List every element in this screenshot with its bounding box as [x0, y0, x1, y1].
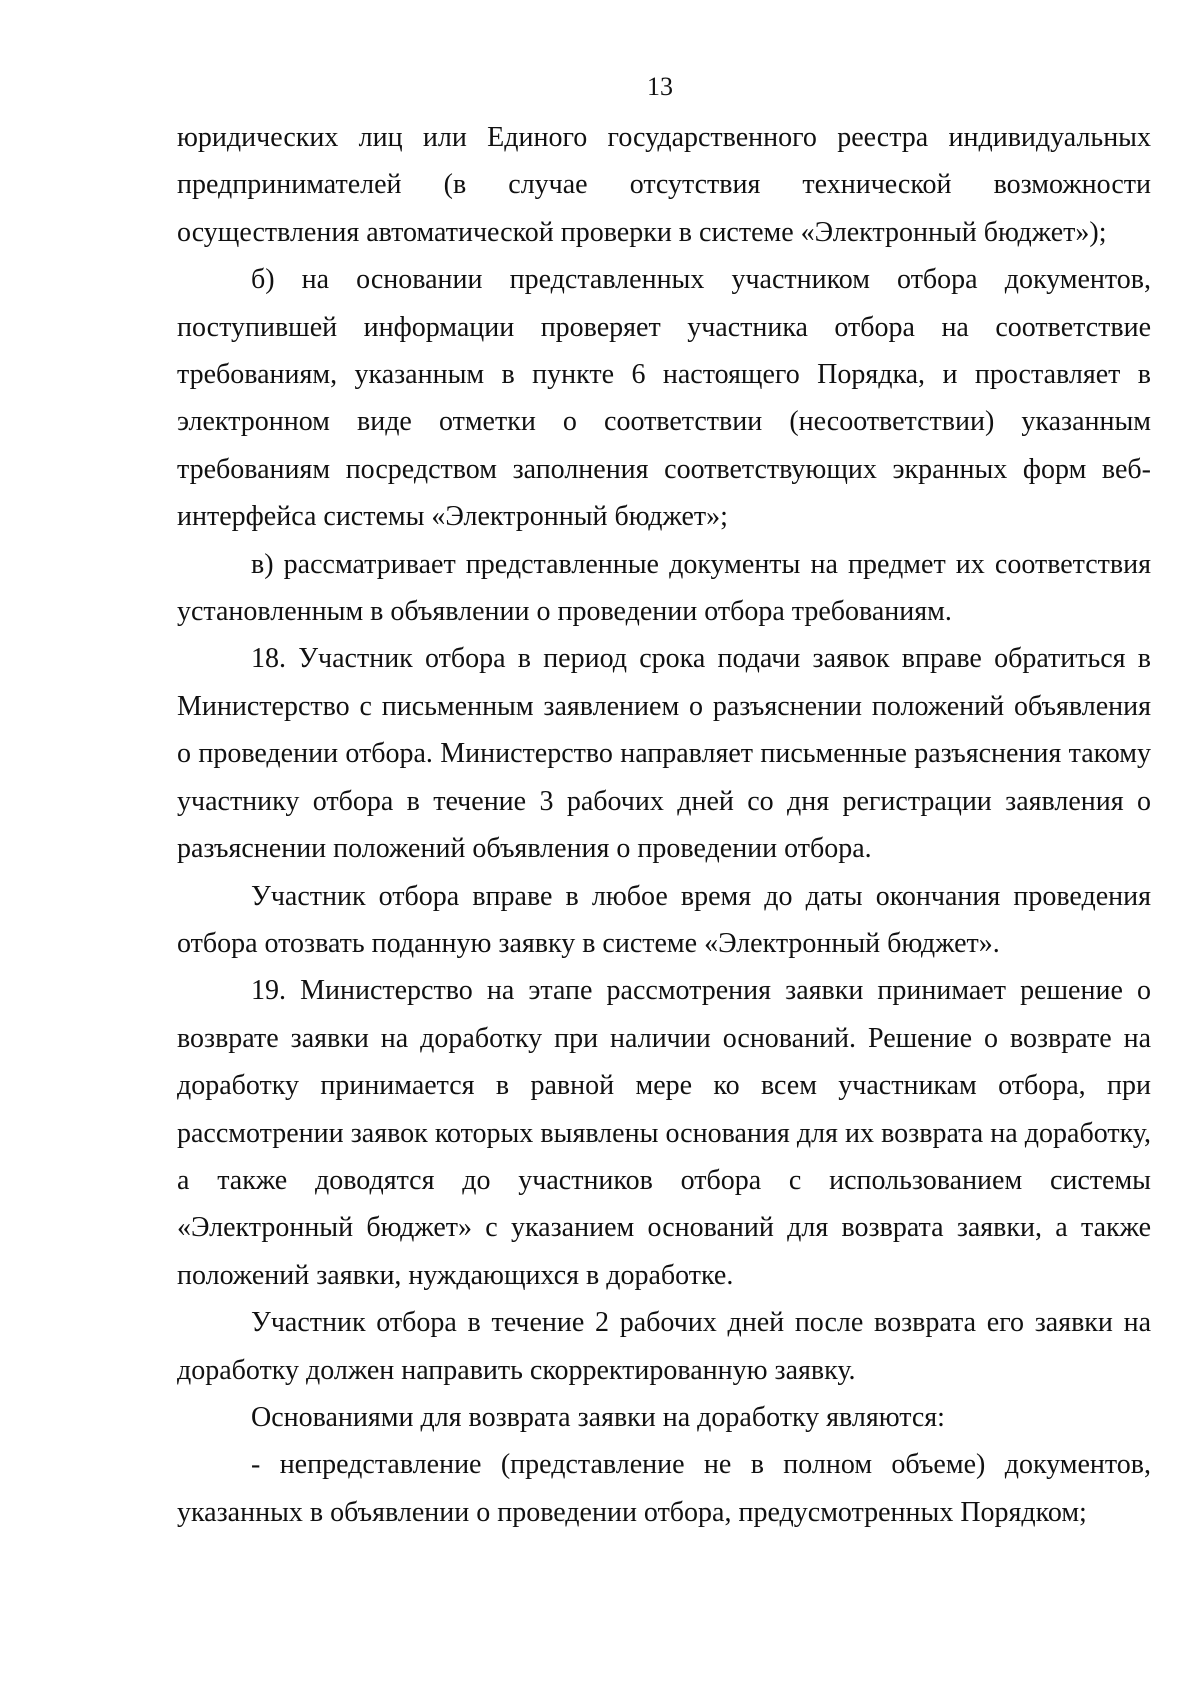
paragraph-withdraw: Участник отбора вправе в любое время до даты окончания проведения отбора отозвать поданную заявку в системе «Электронный бюджет». [177, 880, 1151, 959]
paragraph-18: 18. Участник отбора в период срока подачи заявок вправе обратиться в Министерство с письменным заявлением о разъяснении положений объявления о проведении отбора. Министерство направляет письменные разъяснения такому участнику отбора в течение 3 рабочих дней со дня регистрации заявления о разъяснении положений объявления о проведении отбора. [177, 643, 1151, 865]
paragraph-ground-item: - непредставление (представление не в полном объеме) документов, указанных в объявлении о проведении отбора, предусмотренных Порядком; [177, 1449, 1151, 1528]
paragraph-item-v: в) рассматривает представленные документы на предмет их соответствия установленным в объявлении о проведении отбора требованиям. [177, 548, 1151, 628]
page-number: 13 [647, 72, 673, 101]
paragraph-resubmit: Участник отбора в течение 2 рабочих дней после возврата его заявки на доработку должен направить скорректированную заявку. [177, 1307, 1151, 1386]
paragraph-item-b: б) на основании представленных участником отбора документов, поступившей информации проверяет участника отбора на соответствие требованиям, указанным в пункте 6 настоящего Порядка, и проставляет в электронном виде отметки о соответствии (несоответствии) указанным требованиям посредством заполнения соответствующих экранных форм веб-интерфейса системы «Электронный бюджет»; [177, 264, 1151, 533]
document-body [177, 114, 1151, 1536]
paragraph-19: 19. Министерство на этапе рассмотрения заявки принимает решение о возврате заявки на доработку при наличии оснований. Решение о возврате на доработку принимается в равной мере ко всем участникам отбора, при рассмотрении заявок которых выявлены основания для их возврата на доработку, а также доводятся до участников отбора с использованием системы «Электронный бюджет» с указанием оснований для возврата заявки, а также положений заявки, нуждающихся в доработке. [177, 975, 1151, 1291]
paragraph-grounds-heading: Основаниями для возврата заявки на доработку являются: [251, 1401, 945, 1433]
paragraph-continuation: юридических лиц или Единого государственного реестра индивидуальных предпринимателей (в случае отсутствия технической возможности осуществления автоматической проверки в системе «Электронный бюджет»); [177, 122, 1151, 248]
